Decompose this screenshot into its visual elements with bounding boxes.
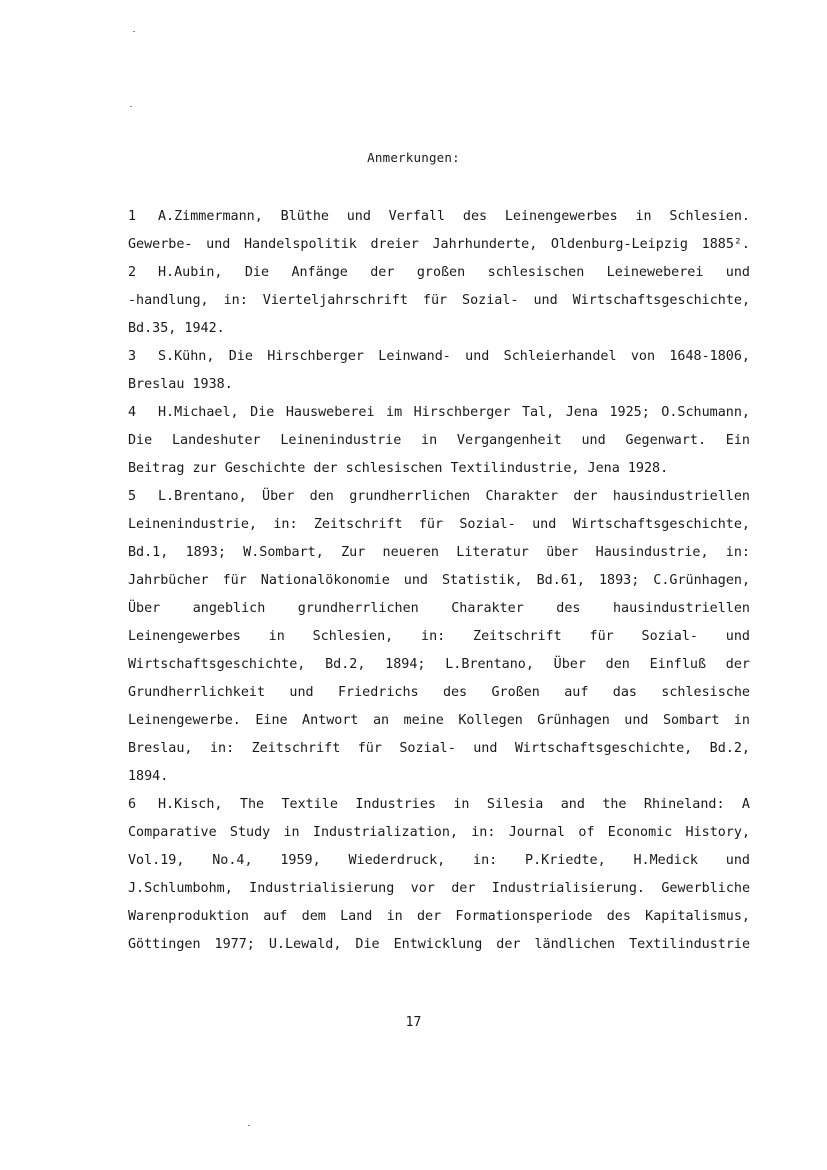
note-number: 5 [128,489,137,504]
note-5-line-9: Leinengewerbe. Eine Antwort an meine Kollegen Grünhagen und Sombart in [128,713,750,728]
note-number: 4 [128,405,137,420]
note-6-line-2: Comparative Study in Industrialization, in: Journal of Economic History, [128,825,750,840]
note-2-line-2: -handlung, in: Vierteljahrschrift für Sozial- und Wirtschaftsgeschichte, [128,293,750,308]
note-3-line-2: Breslau 1938. [128,377,233,392]
scan-speck [248,1125,250,1126]
page-heading: Anmerkungen: [367,150,460,165]
note-text: H.Michael, Die Hausweberei im Hirschberger Tal, Jena 1925; O.Schumann, [158,405,750,420]
footnotes-list [128,203,750,959]
note-5-line-6: Leinengewerbes in Schlesien, in: Zeitschrift für Sozial- und [128,629,750,644]
note-5-line-3: Bd.1, 1893; W.Sombart, Zur neueren Literatur über Hausindustrie, in: [128,545,750,560]
note-1-line-1 [128,203,750,231]
note-text: S.Kühn, Die Hirschberger Leinwand- und Schleierhandel von 1648-1806, [158,349,750,364]
note-2-line-3: Bd.35, 1942. [128,321,225,336]
note-1-line-2: Gewerbe- und Handelspolitik dreier Jahrhunderte, Oldenburg-Leipzig 1885². [128,237,750,252]
note-2-line-1 [128,259,750,287]
note-text: H.Kisch, The Textile Industries in Silesia and the Rhineland: A [158,797,750,812]
note-6-line-4: J.Schlumbohm, Industrialisierung vor der Industrialisierung. Gewerbliche [128,881,750,896]
page-number: 17 [405,1015,422,1030]
note-4-line-1 [128,399,750,427]
scan-speck [133,31,135,32]
note-5-line-8: Grundherrlichkeit und Friedrichs des Großen auf das schlesische [128,685,750,700]
note-4-line-3: Beitrag zur Geschichte der schlesischen Textilindustrie, Jena 1928. [128,461,669,476]
note-6-line-6: Göttingen 1977; U.Lewald, Die Entwicklung der ländlichen Textilindustrie [128,937,750,952]
note-number: 1 [128,209,137,224]
note-number: 3 [128,349,137,364]
note-5-line-1 [128,483,750,511]
note-4-line-2: Die Landeshuter Leinenindustrie in Vergangenheit und Gegenwart. Ein [128,433,750,448]
note-5-line-11: 1894. [128,769,169,784]
note-5-line-10: Breslau, in: Zeitschrift für Sozial- und Wirtschaftsgeschichte, Bd.2, [128,741,750,756]
note-6-line-1 [128,791,750,819]
note-6-line-5: Warenproduktion auf dem Land in der Formationsperiode des Kapitalismus, [128,909,750,924]
note-6-line-3: Vol.19, No.4, 1959, Wiederdruck, in: P.Kriedte, H.Medick und [128,853,750,868]
note-5-line-7: Wirtschaftsgeschichte, Bd.2, 1894; L.Brentano, Über den Einfluß der [128,657,750,672]
note-text: H.Aubin, Die Anfänge der großen schlesischen Leineweberei und [158,265,750,280]
scan-speck [130,106,132,107]
note-5-line-2: Leinenindustrie, in: Zeitschrift für Sozial- und Wirtschaftsgeschichte, [128,517,750,532]
note-text: A.Zimmermann, Blüthe und Verfall des Leinengewerbes in Schlesien. [158,209,750,224]
note-3-line-1 [128,343,750,371]
note-number: 2 [128,265,137,280]
note-text: L.Brentano, Über den grundherrlichen Charakter der hausindustriellen [158,489,750,504]
note-5-line-4: Jahrbücher für Nationalökonomie und Statistik, Bd.61, 1893; C.Grünhagen, [128,573,750,588]
note-5-line-5: Über angeblich grundherrlichen Charakter des hausindustriellen [128,601,750,616]
note-number: 6 [128,797,137,812]
